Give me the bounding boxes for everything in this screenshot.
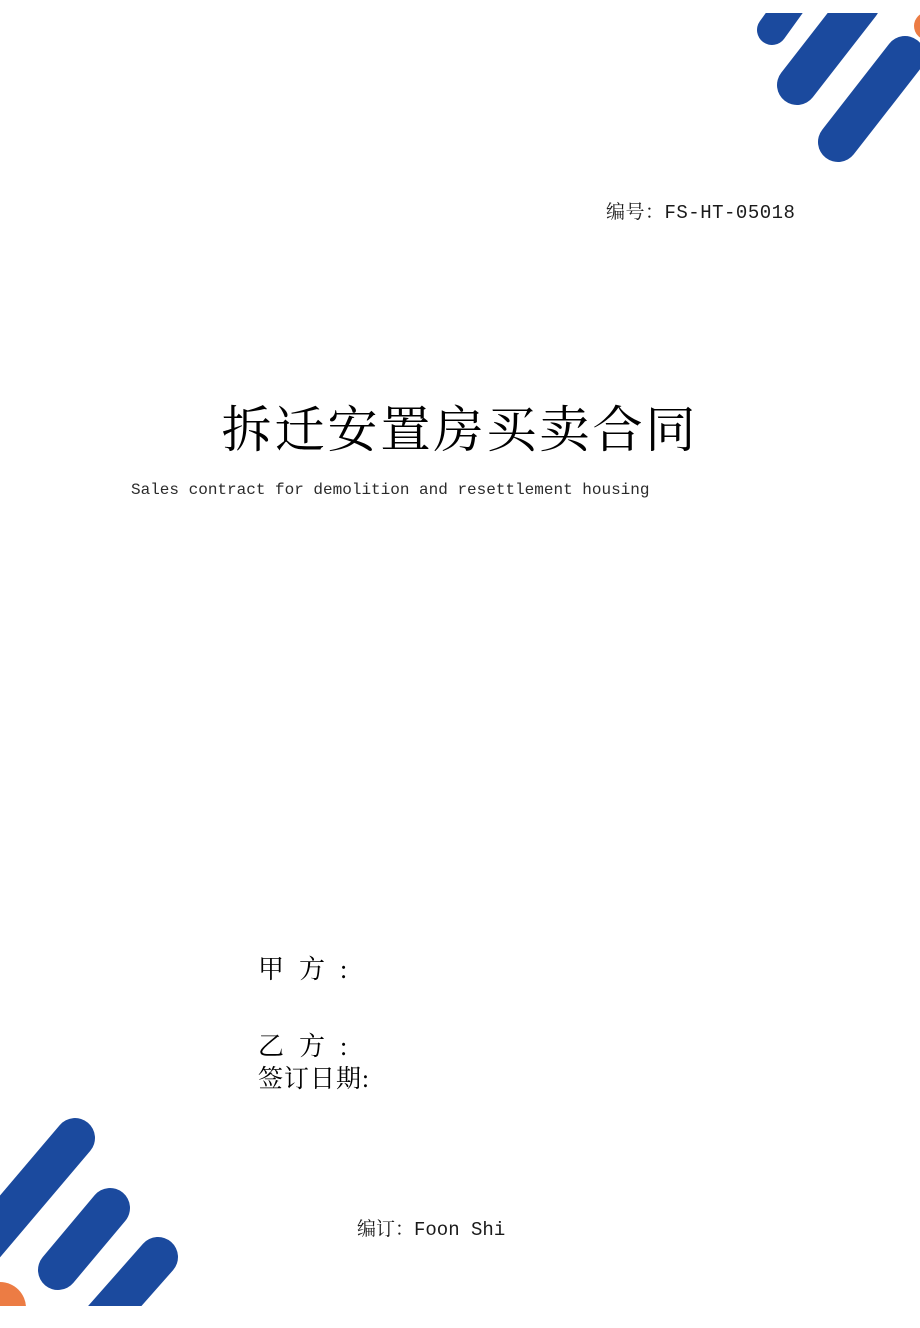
logo-stripe-right xyxy=(98,1257,158,1306)
logo-orange-accent xyxy=(914,13,920,40)
compiler-credit: 编订：Foon Shi xyxy=(357,1219,506,1241)
logo-stripe-short xyxy=(772,13,790,30)
logo-stripe-middle xyxy=(58,1208,110,1270)
logo-orange-accent xyxy=(0,1282,26,1306)
doc-number: 编号：FS-HT-05018 xyxy=(606,202,796,224)
party-b-label: 乙方: xyxy=(258,1032,363,1061)
brand-stripes-logo-icon xyxy=(0,1110,200,1306)
logo-stripe-middle xyxy=(797,13,860,85)
party-a-label: 甲方: xyxy=(258,955,363,984)
page-subtitle-english: Sales contract for demolition and resettlement housing xyxy=(131,481,650,499)
sign-date-label: 签订日期: xyxy=(258,1066,370,1093)
logo-stripe-right xyxy=(838,56,905,142)
page-title: 拆迁安置房买卖合同 xyxy=(221,402,699,458)
brand-stripes-logo-icon xyxy=(735,13,920,163)
